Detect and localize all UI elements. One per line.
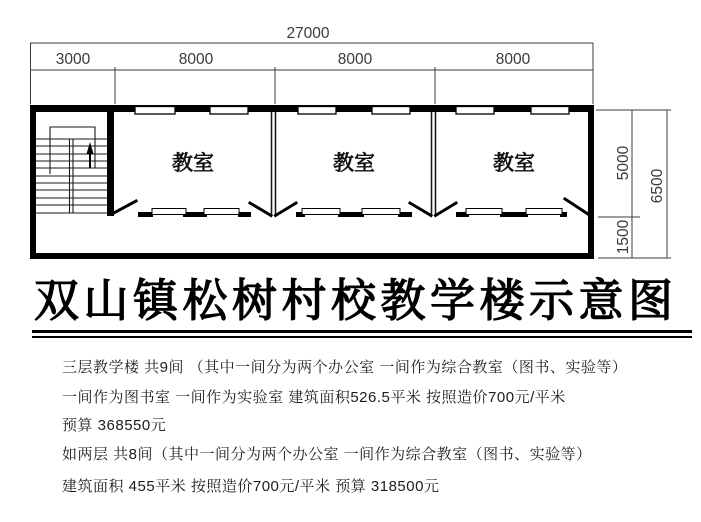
window [298,107,336,115]
corridor-wall-segment [500,212,528,217]
dim-total-depth: 6500 [649,168,666,204]
room-label-1: 教室 [333,152,375,175]
corridor-wall-segment [138,212,153,217]
door-leaf [565,199,588,214]
door-leaf [436,203,457,216]
building-walls [30,105,594,259]
window [135,107,175,115]
title-underline [32,336,692,338]
window [456,107,494,115]
wall-bottom [30,253,594,259]
window [152,209,186,215]
door-leaf [410,203,431,216]
title-underline [32,330,692,333]
window [526,209,562,215]
note-line-0: 三层教学楼 共9间 （其中一间分为两个办公室 一间作为综合教室（图书、实验等） [62,359,628,376]
dim-bay-3: 8000 [495,51,531,68]
corridor-wall-segment [238,212,251,217]
wall-stair-partition [107,112,114,216]
room-label-0: 教室 [172,152,214,175]
window [302,209,340,215]
door-leaf [276,203,297,216]
window [362,209,400,215]
door-leaf [112,201,136,214]
page-title: 双山镇松树村校教学楼示意图 [34,275,678,326]
corridor-wall-segment [338,212,364,217]
room-label-2: 教室 [493,152,535,175]
note-line-1: 一间作为图书室 一间作为实验室 建筑面积526.5平米 按照造价700元/平米 [62,389,566,406]
window [531,107,569,115]
window [466,209,502,215]
window [204,209,239,215]
wall-left [30,105,36,259]
note-line-3: 如两层 共8间（其中一间分为两个办公室 一间作为综合教室（图书、实验等） [62,446,592,463]
note-line-4: 建筑面积 455平米 按照造价700元/平米 预算 318500元 [62,478,440,495]
window [210,107,248,115]
corridor-wall-segment [183,212,207,217]
dim-classroom-depth: 5000 [615,145,632,181]
stair-landing [50,127,95,139]
window [372,107,410,115]
dim-corridor-depth: 1500 [615,219,632,255]
door-leaf [250,203,271,216]
dim-bay-1: 8000 [178,51,214,68]
dim-bay-0: 3000 [55,51,91,68]
note-line-2: 预算 368550元 [62,417,167,434]
staircase [36,127,107,213]
wall-right [588,105,594,259]
dim-bay-2: 8000 [337,51,373,68]
dim-total-width: 27000 [286,25,330,42]
